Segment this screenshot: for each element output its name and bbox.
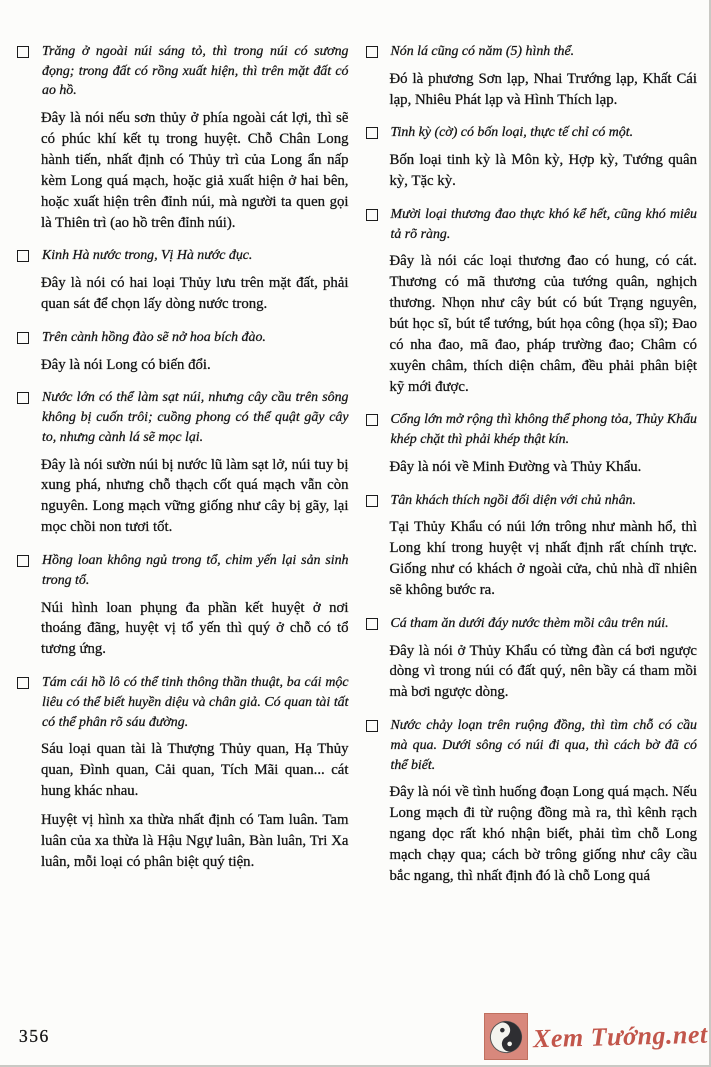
column-left [16,42,349,900]
bullet-square-icon [17,46,29,58]
entry-heading: Tinh kỳ (cờ) có bốn loại, thực tế chỉ có một. [390,125,634,141]
bullet-square-icon [366,127,378,139]
entry-paragraph: Đây là nói về tình huống đoạn Long quá mạch. Nếu Long mạch đi từ ruộng đồng mà ra, thì kênh rạch ngang dọc rất khó nhận biết, phải tìm chỗ Long mạch chạy qua; cách bờ trông giống như cây cầu bắc ngang, thì nhất định đó là chỗ Long quá [389,784,697,884]
entry-paragraph: Đó là phương Sơn lạp, Nhai Trướng lạp, Khất Cái lạp, Nhiêu Phát lạp và Hình Thích lạp. [389,70,697,108]
entry-paragraph: Đây là nói Long có biến đổi. [41,356,211,373]
entry-paragraph: Sáu loại quan tài là Thượng Thủy quan, Hạ Thủy quan, Đình quan, Cải quan, Tích Mãi quan... cát hung khác nhau. [41,741,349,800]
entry-heading: Trên cành hồng đào sẽ nở hoa bích đào. [42,329,266,345]
entry-heading: Hồng loan không ngủ trong tổ, chim yến lại sản sinh trong tổ. [42,553,349,588]
bullet-square-icon [366,209,378,221]
entry [365,614,698,703]
entry [16,246,349,314]
entry [365,42,698,110]
entry [365,123,698,191]
bullet-square-icon [366,495,378,507]
entry-paragraph: Tại Thủy Khẩu có núi lớn trông như mành hổ, thì Long khí trong huyệt vị nhất định rất chính trực. Giống như có khách ở ngoài cửa, chủ nhà dĩ nhiên sẽ không bước ra. [389,519,697,599]
entry-paragraph: Đây là nói có hai loại Thủy lưu trên mặt đất, phải quan sát để chọn lấy dòng nước trong. [41,275,349,312]
entry-paragraph: Bốn loại tinh kỳ là Môn kỳ, Hợp kỳ, Tướng quân kỳ, Tặc kỳ. [389,152,697,190]
entry [365,410,698,477]
bullet-square-icon [366,414,378,426]
entry [16,328,349,376]
entry-heading: Nước chảy loạn trên ruộng đồng, thì tìm chỗ có cầu mà qua. Dưới sông có núi đi qua, thì cách bờ đã có thể biết. [390,718,697,773]
bullet-square-icon [366,618,378,630]
entry-paragraph: Núi hình loan phụng đa phần kết huyệt ở nơi thoáng đãng, huyệt vị tổ yến thì quý ở chỗ có tổ tương ứng. [41,599,349,658]
entry [16,551,349,660]
entry [365,491,698,601]
entry [16,388,349,538]
entry [365,205,698,397]
bullet-square-icon [366,720,378,732]
entry-heading: Trăng ở ngoài núi sáng tỏ, thì trong núi có sương đọng; trong đất có rồng xuất hiện, thì trên mặt đất có ao hồ. [42,44,349,99]
entry-paragraph: Đây là nói các loại thương đao có hung, có cát. Thương có mã thương của tướng quân, nghịch thương. Nhọn như cây bút có bút Trạng nguyên, bút học sĩ, bút tể tướng, bút họa công (họa sĩ); Đao có nha đao, mã đao, pháp trường đao; Châm có xuyên châm, thích diện châm, đều phải phân biệt kỹ mới được. [389,253,697,395]
bullet-square-icon [17,555,29,567]
entry-paragraph: Đây là nói về Minh Đường và Thủy Khẩu. [389,458,642,475]
entry-paragraph: Đây là nói sườn núi bị nước lũ làm sạt lở, núi tuy bị xung phá, nhưng chỗ thạch cốt quá mạch vẫn còn nguyên. Long mạch vững giống như cây bị gãy, lại mọc chồi non tươi tốt. [41,456,349,536]
watermark-text: Xem Tướng.net [532,1019,709,1053]
entry-heading: Cổng lớn mở rộng thì không thể phong tỏa, Thủy Khẩu khép chặt thì phải khép thật kín. [390,412,697,448]
entry-heading: Cá tham ăn dưới đáy nước thèm mồi câu trên núi. [390,615,669,631]
bullet-square-icon [17,392,29,404]
entry-paragraph: Đây là nói nếu sơn thủy ở phía ngoài cát lợi, thì sẽ có phúc khí kết tụ trong huyệt. Chỗ Chân Long hành tiến, nhất định có Thủy trì của Long ẩn nấp kèm Long quá mạch, hoặc giả xuất hiện ở hai bên, hoặc xuất hiện trên đỉnh núi, mà người ta quen gọi là Thiên trì (ao hồ trên đỉnh núi). [41,110,349,231]
entry [16,673,349,872]
entry-heading: Tám cái hồ lô có thể tinh thông thần thuật, ba cái mộc liêu có thể biết huyền diệu và chân giả. Có quan tài tất có thể phân rõ sáu đường. [42,675,349,730]
page-number: 356 [19,1026,50,1046]
watermark [484,1013,708,1060]
entry-paragraph: Huyệt vị hình xa thừa nhất định có Tam luân. Tam luân của xa thừa là Hậu Ngự luân, Bàn luân, Tri Xa luân, mỗi loại có phân biệt quý tiện. [41,811,349,870]
bullet-square-icon [17,250,29,262]
entry-heading: Nước lớn có thể làm sạt núi, nhưng cây cầu trên sông không bị cuốn trôi; cuồng phong có thể quật gãy cây to, nhưng cành lá sẽ mọc lại. [42,390,349,445]
bullet-square-icon [17,677,29,689]
entry-heading: Nón lá cũng có năm (5) hình thể. [390,44,575,59]
bullet-square-icon [17,332,29,344]
entry-heading: Tân khách thích ngồi đối diện với chủ nhân. [390,492,636,508]
bullet-square-icon [366,46,378,58]
entry-heading: Kinh Hà nước trong, Vị Hà nước đục. [42,248,253,264]
entry [365,716,698,887]
entry [16,42,349,233]
entry-paragraph: Đây là nói ở Thủy Khẩu có từng đàn cá bơi ngược dòng vì trong núi có đất quý, nên bầy cá tham mồi mà bơi ngược dòng. [389,642,697,701]
yin-yang-icon [484,1013,528,1060]
column-right [365,42,698,900]
entry-heading: Mười loại thương đao thực khó kể hết, cũng khó miêu tả rõ ràng. [390,206,697,242]
